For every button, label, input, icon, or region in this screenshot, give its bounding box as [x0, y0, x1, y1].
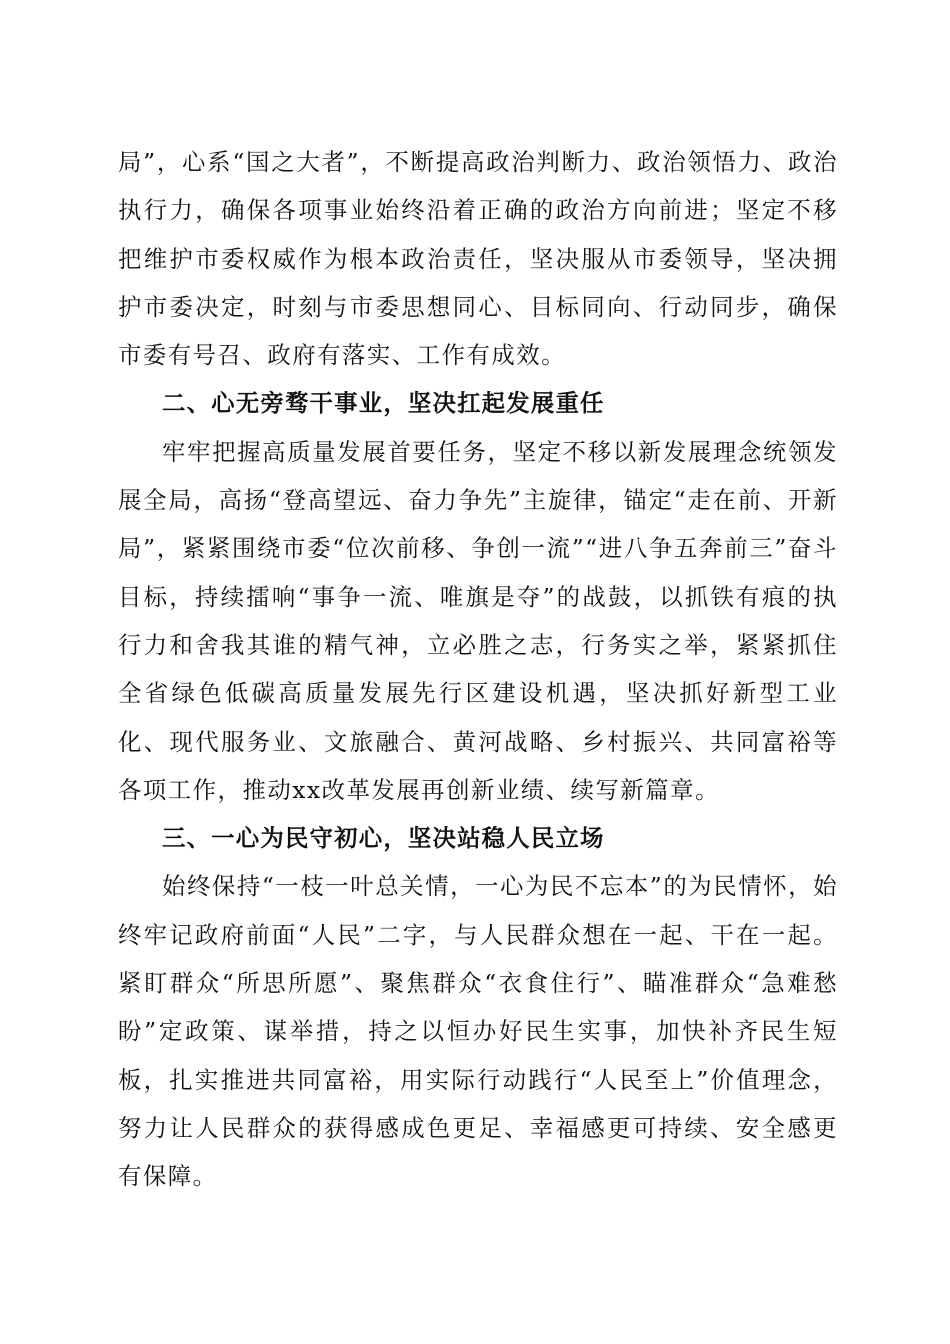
document-page — [118, 138, 838, 1201]
paragraph-commitment-politics: 局”，心系“国之大者”，不断提高政治判断力、政治领悟力、政治执行力，确保各项事业始终沿着正确的政治方向前进；坚定不移把维护市委权威作为根本政治责任，坚决服从市委领导，坚决拥护市委决定，时刻与市委思想同心、目标同向、行动同步，确保市委有号召、政府有落实、工作有成效。 — [118, 148, 838, 370]
paragraph-people: 始终保持“一枝一叶总关情，一心为民不忘本”的为民情怀，始终牢记政府前面“人民”二字，与人民群众想在一起、干在一起。紧盯群众“所思所愿”、聚焦群众“衣食住行”、瞄准群众“急难愁盼”定政策、谋举措，持之以恒办好民生实事，加快补齐民生短板，扎实推进共同富裕，用实际行动践行“人民至上”价值理念，努力让人民群众的获得感成色更足、幸福感更可持续、安全感更有保障。 — [118, 872, 838, 1191]
section-heading-people: 三、一心为民守初心，坚决站稳人民立场 — [162, 824, 605, 853]
section-heading-development: 二、心无旁骛干事业，坚决扛起发展重任 — [162, 389, 605, 418]
paragraph-development: 牢牢把握高质量发展首要任务，坚定不移以新发展理念统领发展全局，高扬“登高望远、奋力争先”主旋律，锚定“走在前、开新局”，紧紧围绕市委“位次前移、争创一流”“进八争五奔前三”奋斗目标，持续擂响“事争一流、唯旗是夺”的战鼓，以抓铁有痕的执行力和舍我其谁的精气神，立必胜之志，行务实之举，紧紧抓住全省绿色低碳高质量发展先行区建设机遇，坚决抓好新型工业化、现代服务业、文旅融合、黄河战略、乡村振兴、共同富裕等各项工作，推动xx改革发展再创新业绩、续写新篇章。 — [118, 437, 838, 804]
